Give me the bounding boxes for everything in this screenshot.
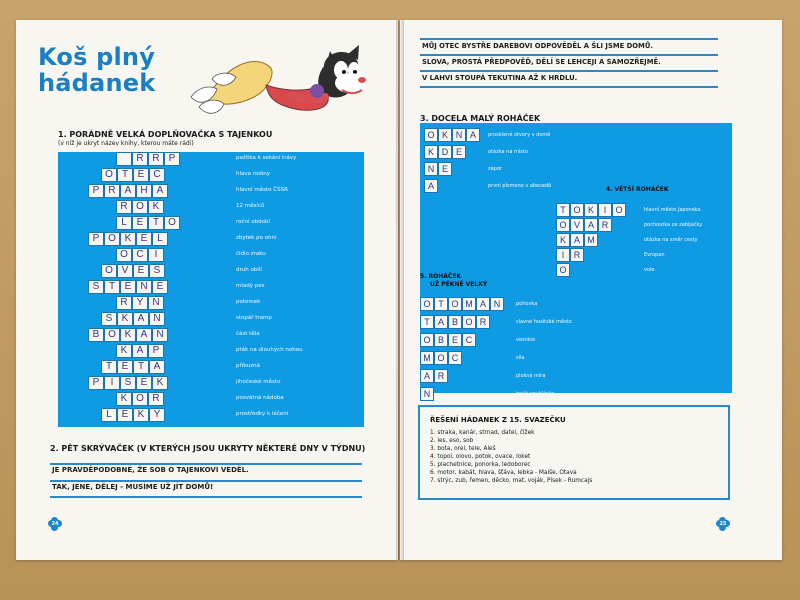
crossword-cell: R (116, 296, 132, 310)
horn-clue: pochoutka ze zabijačky (644, 222, 703, 228)
crossword-cell: E (117, 360, 133, 374)
crossword-cell: K (133, 408, 149, 422)
horn-cell: I (598, 203, 612, 217)
horn-cell: A (420, 369, 434, 383)
crossword-row (58, 312, 364, 328)
crossword-cell: A (132, 344, 148, 358)
crossword-cell: S (120, 376, 136, 390)
crossword-clue: druh obilí (236, 267, 262, 273)
horn-cell: M (420, 351, 434, 365)
crossword-cell: N (149, 312, 165, 326)
horn-cell: K (556, 233, 570, 247)
horn-clue: otázka na směr cesty (644, 237, 698, 243)
crossword-cell: K (120, 328, 136, 342)
crossword-cell: O (164, 216, 180, 230)
horn-cell: N (420, 387, 434, 401)
crossword-row (58, 248, 364, 264)
left-line-2 (50, 480, 362, 482)
crossword-row (58, 264, 364, 280)
solutions-list (430, 429, 720, 485)
crossword-cell: K (148, 200, 164, 214)
horn-cell: E (452, 145, 466, 159)
horn-cell: I (556, 248, 570, 262)
crossword-cell: K (120, 232, 136, 246)
horn-clue: vole (644, 267, 655, 273)
horn-cell: N (424, 162, 438, 176)
crossword-cell: I (104, 376, 120, 390)
horn-cell: C (448, 351, 462, 365)
crossword-row (58, 280, 364, 296)
solution-line: 3. bota, orel, tele, Aleš (430, 446, 496, 452)
right-line-1 (420, 38, 718, 40)
horn-clue: síla (516, 355, 525, 361)
crossword-cell: R (116, 200, 132, 214)
crossword-cell: E (136, 376, 152, 390)
left-line-text-2: TAK, JENE, DĚLEJ - MUSÍME UŽ JÍT DOMŮ! (52, 483, 214, 491)
crossword-clue: hlavní město ČSSR (236, 187, 288, 193)
crossword-cell: Y (149, 408, 165, 422)
crossword-row (58, 168, 364, 184)
right-line-text-1: MŮJ OTEC BYSTŘE DAREBOVI ODPOVĚDĚL A ŠLI JSME DOMŮ. (422, 42, 653, 50)
solution-line: 5. plachetnice, ponorka, ledoborec (430, 462, 531, 468)
left-line-1 (50, 463, 362, 465)
horn-cell: A (466, 128, 480, 142)
crossword-row (58, 216, 364, 232)
crossword-cell: K (116, 392, 132, 406)
crossword-clue: příbuzná (236, 363, 261, 369)
crossword-cell: A (136, 328, 152, 342)
page-title-line-1: Koš plný (38, 43, 156, 71)
crossword-cell: H (136, 184, 152, 198)
crossword-cell: A (133, 312, 149, 326)
crossword-clue: mladý pes (236, 283, 265, 289)
crossword-cell: S (149, 264, 165, 278)
crossword-cell: N (136, 280, 152, 294)
crossword-cell: P (88, 232, 104, 246)
crossword-cell: L (116, 216, 132, 230)
horn-cell: R (570, 248, 584, 262)
crossword-cell: A (152, 184, 168, 198)
crossword-cell: C (132, 248, 148, 262)
horn-clue: zápor (488, 166, 502, 172)
horn-cell: R (434, 369, 448, 383)
crossword-cell: T (101, 360, 117, 374)
page-title (38, 44, 155, 96)
crossword-clue: prostředky k léčení (236, 411, 289, 417)
crossword-cell: K (117, 312, 133, 326)
horn-cell: A (570, 233, 584, 247)
crossword-row (58, 184, 364, 200)
horn-cell: V (570, 218, 584, 232)
horn-cell: T (434, 297, 448, 311)
crossword-cell: T (133, 360, 149, 374)
right-line-text-2: SLOVA, PROSTÁ PŘEDPOVĚĎ, DĚLÍ SE LEHCEJI A SAMOZŘEJMĚ. (422, 58, 661, 66)
crossword-clue: zbytek po ohni (236, 235, 277, 241)
horn-cell: O (462, 315, 476, 329)
crossword-cell: I (148, 248, 164, 262)
horn-cell: R (476, 315, 490, 329)
right-line-2 (420, 54, 718, 56)
right-line-4 (420, 86, 718, 88)
crossword-row (58, 408, 364, 424)
crossword-cell: N (148, 296, 164, 310)
crossword-cell: O (116, 248, 132, 262)
crossword-clue: potomek (236, 299, 261, 305)
section-1-heading: 1. PORÁDNĚ VELKÁ DOPLŇOVAČKA S TAJENKOU (58, 130, 273, 139)
crossword-cell: S (101, 312, 117, 326)
crossword-cell: E (133, 264, 149, 278)
horn-cell: K (584, 203, 598, 217)
horn-cell: A (424, 179, 438, 193)
section-2-heading: 2. PĚT SKRÝVAČEK (V KTERÝCH JSOU UKRYTY NĚKTERÉ DNY V TÝDNU) (50, 444, 366, 453)
crossword-clue: čidlo zraku (236, 251, 266, 257)
horn-cell: E (448, 333, 462, 347)
horn-cell: O (556, 263, 570, 277)
section-5-heading-2: UŽ PĚKNĚ VELKÝ (430, 281, 488, 288)
crossword-cell: E (133, 168, 149, 182)
crossword-cell: O (104, 232, 120, 246)
crossword-row (58, 232, 364, 248)
crossword-cell: L (101, 408, 117, 422)
crossword-cell: C (149, 168, 165, 182)
crossword-clue: hlava rodiny (236, 171, 271, 177)
crossword-cell (116, 152, 132, 166)
horn-cell: N (452, 128, 466, 142)
crossword-cell: O (132, 200, 148, 214)
horn-cell: M (584, 233, 598, 247)
solution-line: 7. strýc, zub, řemen, děcko, mat, voják, Písek - Rumcajs (430, 478, 593, 484)
crossword-clue: jihočeské město (236, 379, 281, 385)
horn-cell: E (438, 162, 452, 176)
right-line-3 (420, 70, 718, 72)
crossword-clue: posvátná nádoba (236, 395, 284, 401)
crossword-cell: K (152, 376, 168, 390)
solution-line: 1. straka, kanár, strnad, datel, čížek (430, 430, 535, 436)
crossword-cell: N (152, 328, 168, 342)
crossword-cell: T (148, 216, 164, 230)
horn-cell: K (438, 128, 452, 142)
crossword-clue: roční období (236, 219, 271, 225)
horn-cell: R (598, 218, 612, 232)
crossword-cell: R (148, 152, 164, 166)
horn-cell: O (420, 333, 434, 347)
horn-cell: B (448, 315, 462, 329)
crossword-cell: O (104, 328, 120, 342)
crossword-clue: část těla (236, 331, 260, 337)
horn-cell: K (424, 145, 438, 159)
horn-cell: O (448, 297, 462, 311)
crossword-cell: Ř (132, 152, 148, 166)
crossword-row (58, 344, 364, 360)
crossword-cell: O (101, 264, 117, 278)
crossword-row (58, 200, 364, 216)
crossword-clue: pažítka k sekání trávy (236, 155, 297, 161)
crossword-cell: S (88, 280, 104, 294)
book-spine (396, 20, 404, 560)
horn-cell: O (434, 351, 448, 365)
crossword-cell: V (117, 264, 133, 278)
crossword-cell: O (101, 168, 117, 182)
cat-illustration (178, 44, 366, 128)
crossword-cell: L (152, 232, 168, 246)
crossword-cell: R (148, 392, 164, 406)
horn-clue: vesnice (516, 337, 536, 343)
crossword-cell: T (117, 168, 133, 182)
crossword-cell: R (104, 184, 120, 198)
large-crossword (58, 152, 364, 427)
left-line-3 (50, 496, 362, 498)
horn-cell: O (556, 218, 570, 232)
horn-clue: teslá souhláska (516, 391, 555, 397)
section-4-heading: 4. VĚTŠÍ ROHÁČEK (606, 186, 669, 193)
horn-clue: pohovka (516, 301, 538, 307)
crossword-cell: E (117, 408, 133, 422)
crossword-cell: B (88, 328, 104, 342)
crossword-cell: Y (132, 296, 148, 310)
crossword-row (58, 360, 364, 376)
section-1-subtext: (v níž je ukryt název knihy, kterou máte rádi) (58, 140, 194, 147)
crossword-cell: E (152, 280, 168, 294)
crossword-cell: P (148, 344, 164, 358)
crossword-cell: P (88, 184, 104, 198)
crossword-row (58, 152, 364, 168)
crossword-row (58, 376, 364, 392)
horn-cell: B (434, 333, 448, 347)
horn-clue: otázka na místo (488, 149, 528, 155)
crossword-cell: P (164, 152, 180, 166)
crossword-cell: T (104, 280, 120, 294)
horn-cell: O (424, 128, 438, 142)
crossword-cell: E (136, 232, 152, 246)
horn-clue: prosklené otvory v domě (488, 132, 551, 138)
crossword-cell: O (132, 392, 148, 406)
horn-cell: A (584, 218, 598, 232)
crossword-clue: 12 měsíců (236, 203, 265, 209)
horn-cell: O (570, 203, 584, 217)
horn-cell: O (420, 297, 434, 311)
crossword-cell: A (149, 360, 165, 374)
crossword-cell: A (120, 184, 136, 198)
horn-clue: plošná míra (516, 373, 546, 379)
horn-cell: C (462, 333, 476, 347)
solutions-heading: ŘEŠENÍ HÁDANEK Z 15. SVAZEČKU (430, 416, 566, 424)
horn-crosswords-panel (420, 123, 732, 399)
crossword-row (58, 296, 364, 312)
horn-cell: O (612, 203, 626, 217)
page-number-right: 25 (719, 521, 727, 527)
solution-line: 6. motor, kabát, hlava, šťáva, lebka - Malše, Otava (430, 470, 577, 476)
page-number-badge-left (48, 517, 62, 531)
horn-cell: A (476, 297, 490, 311)
horn-cell: D (438, 145, 452, 159)
crossword-row (58, 392, 364, 408)
horn-clue: první písmeno v abecedě (488, 183, 552, 189)
section-5-heading-1: 5. ROHÁČEK (420, 273, 462, 280)
left-line-text-1: JE PRAVDĚPODOBNÉ, ŽE SOB O TAJENKOVI VEDĚL. (52, 466, 249, 474)
horn-cell: T (420, 315, 434, 329)
horn-clue: slavné husitské město (516, 319, 572, 325)
crossword-cell: P (88, 376, 104, 390)
crossword-cell: K (116, 344, 132, 358)
page-number-badge-right (716, 517, 730, 531)
horn-clue: Evropan (644, 252, 665, 258)
page-title-line-2: hádanek (38, 69, 156, 97)
solutions-box (418, 405, 730, 500)
crossword-cell: E (132, 216, 148, 230)
crossword-clue: pták na dlouhých nohou (236, 347, 303, 353)
crossword-row (58, 328, 364, 344)
section-3-heading: 3. DOCELA MALÝ ROHÁČEK (420, 114, 541, 123)
horn-clue: hlavní město Japonska (644, 207, 701, 213)
horn-cell: N (490, 297, 504, 311)
crossword-cell: E (120, 280, 136, 294)
right-line-text-3: V LAHVI STOUPÁ TEKUTINA AŽ K HRDLU. (422, 74, 578, 82)
horn-cell: T (556, 203, 570, 217)
horn-cell: M (462, 297, 476, 311)
crossword-clue: stopář tramp (236, 315, 272, 321)
solution-line: 2. les, eso, sob (430, 438, 474, 444)
horn-cell: A (434, 315, 448, 329)
page-number-left: 24 (51, 521, 59, 527)
solution-line: 4. topol, olovo, potok, ovace, loket (430, 454, 531, 460)
